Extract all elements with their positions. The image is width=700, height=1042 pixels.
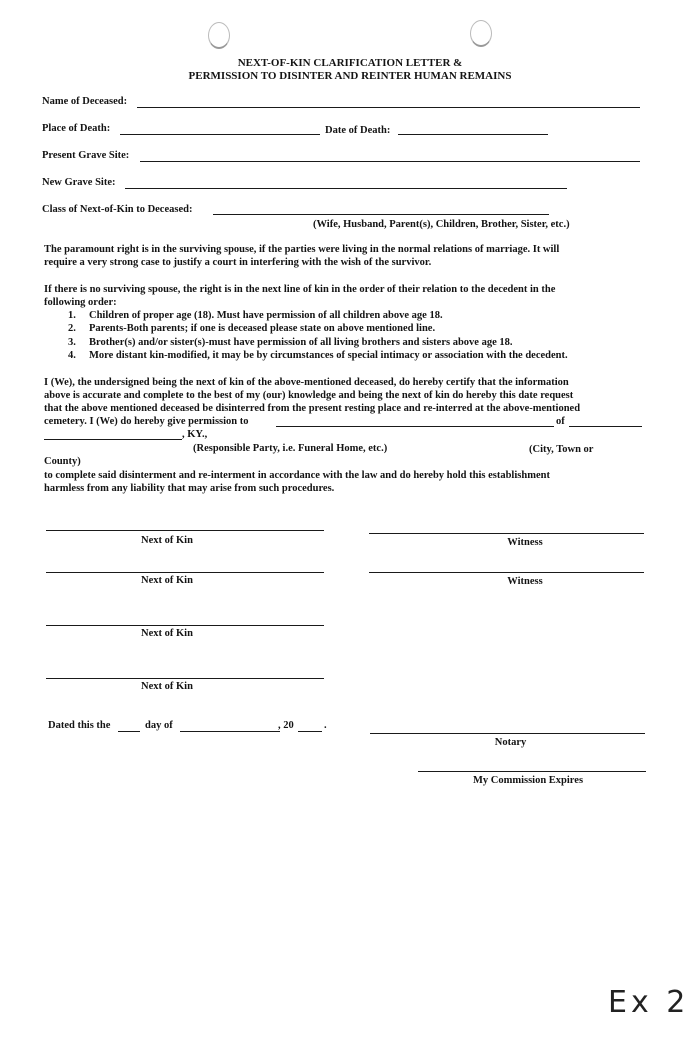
next-of-kin-signature-line[interactable] [46, 678, 324, 679]
new-grave-site-label: New Grave Site: [42, 177, 116, 188]
handwritten-exhibit-mark: Ex 2 [608, 985, 690, 1020]
list-item-number: 3. [68, 337, 76, 348]
next-of-kin-label: Next of Kin [141, 535, 193, 546]
list-item: Brother(s) and/or sister(s)-must have permission of all living brothers and sisters above age 18. [89, 337, 513, 348]
present-grave-site-label: Present Grave Site: [42, 150, 130, 161]
day-of-label: day of [145, 720, 173, 731]
certification-line7: harmless from any liability that may arise from such procedures. [44, 483, 335, 494]
certification-line1: I (We), the undersigned being the next of kin of the above-mentioned deceased, do hereby certify that the information [44, 377, 569, 388]
responsible-party-field[interactable] [276, 426, 554, 427]
dated-year-field[interactable] [298, 731, 322, 732]
ky-label: , KY., [182, 429, 208, 440]
witness-signature-line[interactable] [369, 572, 644, 573]
date-of-death-field[interactable] [398, 134, 548, 135]
document-title-line1: NEXT-OF-KIN CLARIFICATION LETTER & [237, 57, 463, 69]
new-grave-site-field[interactable] [125, 188, 567, 189]
place-of-death-label: Place of Death: [42, 123, 111, 134]
next-of-kin-signature-line[interactable] [46, 625, 324, 626]
punch-hole-right [470, 20, 492, 47]
witness-label: Witness [507, 537, 543, 548]
list-item-number: 4. [68, 350, 76, 361]
witness-signature-line[interactable] [369, 533, 644, 534]
next-of-kin-signature-line[interactable] [46, 572, 324, 573]
witness-label: Witness [507, 576, 543, 587]
next-of-kin-label: Next of Kin [141, 628, 193, 639]
list-item-number: 1. [68, 310, 76, 321]
paragraph-no-spouse-line1: If there is no surviving spouse, the right is in the next line of kin in the order of their relation to the decedent in the [44, 284, 556, 295]
year-prefix-label: , 20 [278, 720, 294, 731]
next-of-kin-label: Next of Kin [141, 681, 193, 692]
dated-this-label: Dated this the [48, 720, 111, 731]
punch-hole-left [208, 22, 230, 49]
document-title-line2: PERMISSION TO DISINTER AND REINTER HUMAN REMAINS [188, 70, 512, 82]
list-item-number: 2. [68, 323, 76, 334]
responsible-party-hint: (Responsible Party, i.e. Funeral Home, etc.) [193, 443, 388, 454]
list-item: Parents-Both parents; if one is deceased please state on above mentioned line. [89, 323, 436, 334]
notary-signature-line[interactable] [370, 733, 645, 734]
city-town-field[interactable] [569, 426, 642, 427]
present-grave-site-field[interactable] [140, 161, 640, 162]
list-item: More distant kin-modified, it may be by circumstances of special intimacy or association with the decedent. [89, 350, 568, 361]
certification-line6: to complete said disinterment and re-interment in accordance with the law and do hereby hold this establishment [44, 470, 550, 481]
paragraph-spouse-line1: The paramount right is in the surviving spouse, if the parties were living in the normal relations of marriage. It will [44, 244, 560, 255]
list-item: Children of proper age (18). Must have permission of all children above age 18. [89, 310, 443, 321]
class-of-kin-field[interactable] [213, 214, 549, 215]
certification-of-label: of [556, 416, 565, 427]
certification-line3: that the above mentioned deceased be disinterred from the present resting place and re-interred at the above-mentioned [44, 403, 581, 414]
name-of-deceased-field[interactable] [137, 107, 640, 108]
county-hint: County) [44, 456, 81, 467]
commission-expires-label: My Commission Expires [472, 775, 584, 786]
class-of-kin-hint: (Wife, Husband, Parent(s), Children, Brother, Sister, etc.) [313, 219, 570, 230]
next-of-kin-label: Next of Kin [141, 575, 193, 586]
dated-day-field[interactable] [118, 731, 140, 732]
notary-label: Notary [494, 737, 527, 748]
name-of-deceased-label: Name of Deceased: [42, 96, 128, 107]
paragraph-no-spouse-line2: following order: [44, 297, 117, 308]
commission-expires-line[interactable] [418, 771, 646, 772]
dated-period: . [324, 720, 327, 731]
dated-month-field[interactable] [180, 731, 280, 732]
class-of-kin-label: Class of Next-of-Kin to Deceased: [42, 204, 193, 215]
next-of-kin-signature-line[interactable] [46, 530, 324, 531]
county-field[interactable] [44, 439, 182, 440]
certification-line4-start: cemetery. I (We) do hereby give permission to [44, 416, 249, 427]
place-of-death-field[interactable] [120, 134, 320, 135]
date-of-death-label: Date of Death: [325, 125, 391, 136]
paragraph-spouse-line2: require a very strong case to justify a court in interfering with the wish of the survivor. [44, 257, 432, 268]
city-town-hint: (City, Town or [529, 444, 594, 455]
certification-line2: above is accurate and complete to the best of my (our) knowledge and being the next of kin do hereby this date request [44, 390, 574, 401]
